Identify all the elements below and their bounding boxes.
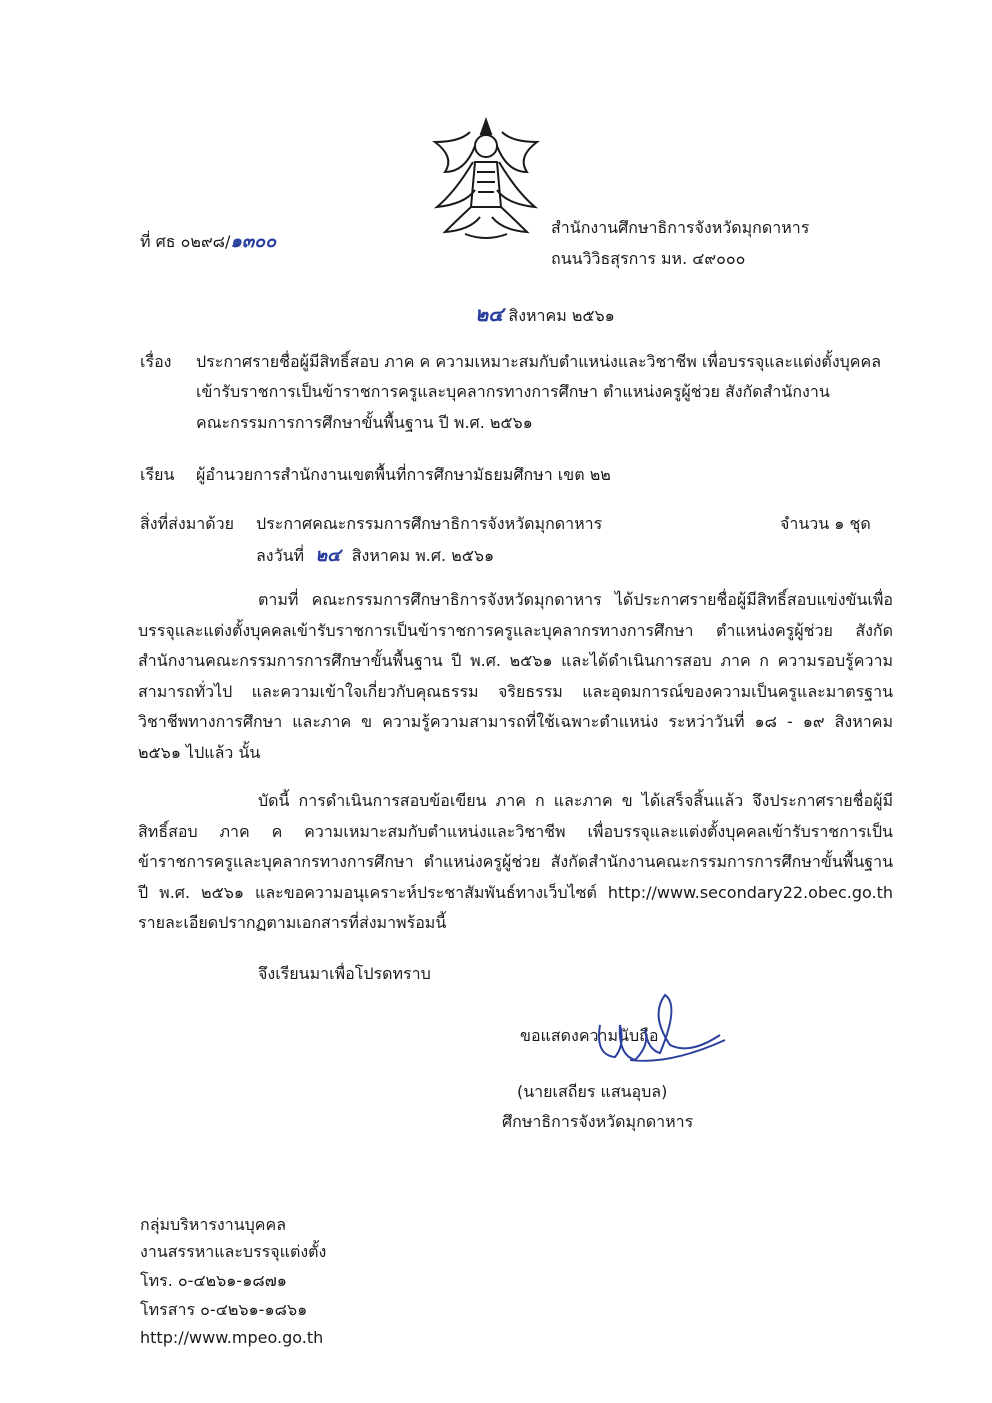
enclosure-quantity: จำนวน ๑ ชุด xyxy=(780,514,871,533)
recipient-label: เรียน xyxy=(140,465,175,484)
reference-handwritten: ๑๓๐๐ xyxy=(230,231,277,252)
signatory-name: (นายเสถียร แสนอุบล) xyxy=(517,1082,668,1101)
subject-label: เรื่อง xyxy=(140,352,172,371)
enclosure-date-suffix: สิงหาคม พ.ศ. ๒๕๖๑ xyxy=(351,546,495,565)
footer-phone: โทร. ๐-๔๒๖๑-๑๘๗๑ xyxy=(140,1271,287,1290)
date-day-handwritten: ๒๔ xyxy=(475,302,504,326)
recipient-text: ผู้อำนวยการสำนักงานเขตพื้นที่การศึกษามัธยมศึกษา เขต ๒๒ xyxy=(196,465,611,484)
enclosure-date-handwritten: ๒๔ xyxy=(315,545,341,566)
signatory-position: ศึกษาธิการจังหวัดมุกดาหาร xyxy=(502,1112,694,1131)
enclosure-line-2 xyxy=(256,540,494,569)
office-name: สำนักงานศึกษาธิการจังหวัดมุกดาหาร xyxy=(551,218,810,237)
enclosure-line-1: ประกาศคณะกรรมการศึกษาธิการจังหวัดมุกดาหาร xyxy=(256,514,603,533)
closing-request: จึงเรียนมาเพื่อโปรดทราบ xyxy=(258,964,431,983)
body-paragraph-2: บัดนี้ การดำเนินการสอบข้อเขียน ภาค ก และภาค ข ได้เสร็จสิ้นแล้ว จึงประกาศรายชื่อผู้มีสิทธิ์สอบ ภาค ค ความเหมาะสมกับตำแหน่งและวิชาชีพ เพื่อบรรจุและแต่งตั้งบุคคลเข้ารับราชการเป็นข้าราชการครูและบุคลากรทางการศึกษา ตำแหน่งครูผู้ช่วย สังกัดสำนักงานคณะกรรมการการศึกษาขั้นพื้นฐาน ปี พ.ศ. ๒๕๖๑ และขอความอนุเคราะห์ประชาสัมพันธ์ทางเว็บไซต์ http://www.secondary22.obec.go.th รายละเอียดปรากฏตามเอกสารที่ส่งมาพร้อมนี้ xyxy=(138,791,893,932)
garuda-emblem-icon xyxy=(425,112,547,250)
footer-website[interactable]: http://www.mpeo.go.th xyxy=(140,1328,324,1347)
enclosure-label: สิ่งที่ส่งมาด้วย xyxy=(140,514,234,533)
footer-unit-2: งานสรรหาและบรรจุแต่งตั้ง xyxy=(140,1242,327,1261)
enclosure-date-prefix: ลงวันที่ xyxy=(256,546,305,565)
date-month-year: สิงหาคม ๒๕๖๑ xyxy=(508,306,615,325)
footer-fax: โทรสาร ๐-๔๒๖๑-๑๘๖๑ xyxy=(140,1300,308,1319)
office-address: ถนนวิวิธสุรการ มห. ๔๙๐๐๐ xyxy=(551,249,746,268)
reference-number xyxy=(140,226,276,255)
subject-line-3: คณะกรรมการการศึกษาขั้นพื้นฐาน ปี พ.ศ. ๒๕๖๑ xyxy=(196,413,533,432)
body-paragraph-1: ตามที่ คณะกรรมการศึกษาธิการจังหวัดมุกดาหาร ได้ประกาศรายชื่อผู้มีสิทธิ์สอบแข่งขันเพื่อบรรจุและแต่งตั้งบุคคลเข้ารับราชการเป็นข้าราชการครูและบุคลากรทางการศึกษา ตำแหน่งครูผู้ช่วย สังกัดสำนักงานคณะกรรมการการศึกษาขั้นพื้นฐาน ปี พ.ศ. ๒๕๖๑ และได้ดำเนินการสอบ ภาค ก ความรอบรู้ความสามารถทั่วไป และความเข้าใจเกี่ยวกับคุณธรรม จริยธรรม และอุดมการณ์ของความเป็นครูและมาตรฐานวิชาชีพทางการศึกษา และภาค ข ความรู้ความสามารถที่ใช้เฉพาะตำแหน่ง ระหว่าวันที่ ๑๘ - ๑๙ สิงหาคม ๒๕๖๑ ไปแล้ว นั้น xyxy=(138,590,893,762)
subject-line-1: ประกาศรายชื่อผู้มีสิทธิ์สอบ ภาค ค ความเหมาะสมกับตำแหน่งและวิชาชีพ เพื่อบรรจุและแต่งตั้งบุคคล xyxy=(196,352,881,371)
footer-unit-1: กลุ่มบริหารงานบุคคล xyxy=(140,1215,287,1234)
letter-date xyxy=(475,298,615,330)
signature-closing: ขอแสดงความนับถือ xyxy=(520,1026,659,1045)
handwritten-signature xyxy=(570,985,730,1075)
subject-line-2: เข้ารับราชการเป็นข้าราชการครูและบุคลากรทางการศึกษา ตำแหน่งครูผู้ช่วย สังกัดสำนักงาน xyxy=(196,382,830,401)
reference-printed: ที่ ศธ ๐๒๙๘/ xyxy=(140,232,231,251)
